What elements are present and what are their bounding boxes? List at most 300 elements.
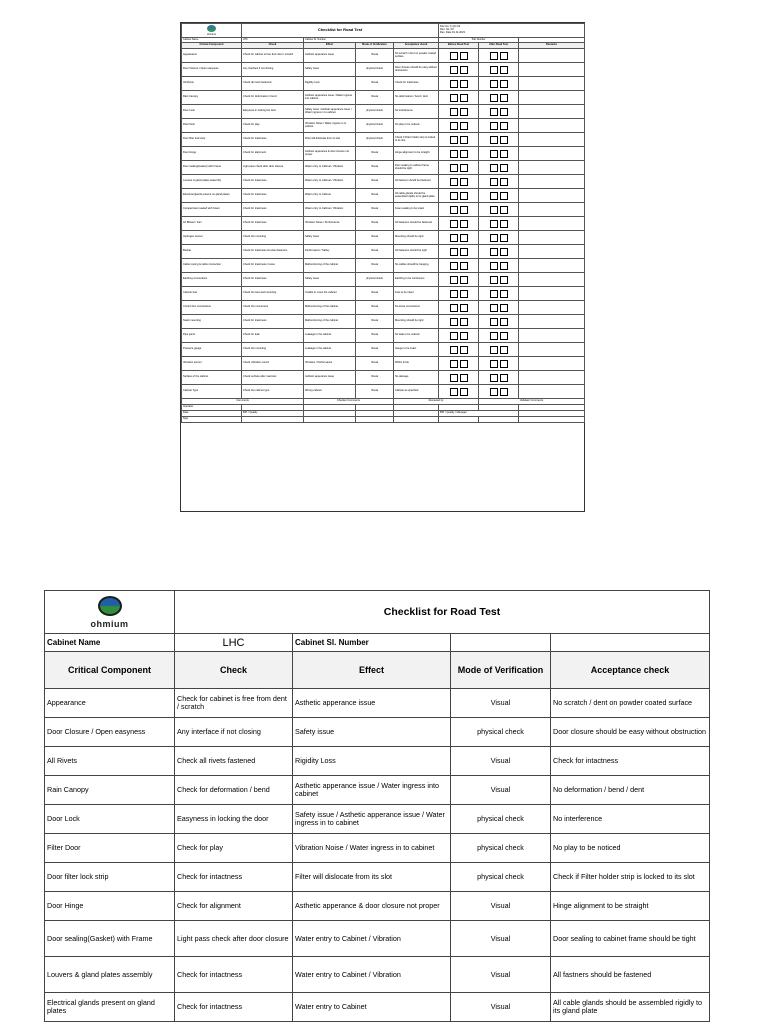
thumbnail-row-remarks[interactable]	[519, 77, 585, 91]
thumbnail-row-remarks[interactable]	[519, 147, 585, 161]
row-acceptance: No deformation / bend / dent	[551, 776, 710, 805]
thumbnail-row-check: Check all rivets fastened	[242, 77, 304, 91]
checkbox-after-road-test[interactable]	[490, 304, 498, 312]
thumbnail-row-acceptance: No play to be noticed	[394, 119, 439, 133]
thumbnail-row	[182, 385, 585, 399]
checkbox-before-road-test[interactable]	[460, 304, 468, 312]
checkbox-before-road-test[interactable]	[460, 192, 468, 200]
checkbox-after-road-test[interactable]	[490, 318, 498, 326]
checkbox-after-road-test[interactable]	[500, 262, 508, 270]
thumbnail-row-component: Pipe joints	[182, 329, 242, 343]
thumbnail-row-component: Pressure gauge	[182, 343, 242, 357]
thumbnail-cabinet-name-label: Cabinet Name	[182, 38, 242, 43]
thumbnail-row-mode: Visual	[356, 371, 394, 385]
thumbnail-row-remarks[interactable]	[519, 315, 585, 329]
thumbnail-after-checkboxes	[479, 301, 519, 315]
thumbnail-row-mode: Visual	[356, 49, 394, 63]
row-check: Easyness in locking the door	[175, 805, 293, 834]
row-acceptance: All fastners should be fastened	[551, 957, 710, 993]
thumbnail-row-effect: Water entry to Cabinet / Vibration	[304, 175, 356, 189]
checkbox-after-road-test[interactable]	[500, 178, 508, 186]
thumbnail-row-effect: Malfunctioning of the cabinet	[304, 259, 356, 273]
thumbnail-row-acceptance: Hinge alignment to be straight	[394, 147, 439, 161]
thumbnail-row-mode: Visual	[356, 189, 394, 203]
thumbnail-row-effect: Leakage in the cabinet	[304, 343, 356, 357]
thumbnail-row-mode: physical check	[356, 273, 394, 287]
row-effect: Asthetic apperance issue / Water ingress into cabinet	[293, 776, 451, 805]
checkbox-before-road-test[interactable]	[450, 136, 458, 144]
checkbox-before-road-test[interactable]	[450, 234, 458, 242]
checkbox-after-road-test[interactable]	[490, 220, 498, 228]
thumbnail-before-checkboxes	[439, 63, 479, 77]
thumbnail-row-effect: Wrong cabinet	[304, 385, 356, 399]
thumbnail-before-checkboxes	[439, 175, 479, 189]
thumbnail-after-checkboxes	[479, 91, 519, 105]
thumbnail-row	[182, 105, 585, 119]
checkbox-before-road-test[interactable]	[460, 290, 468, 298]
checkbox-before-road-test[interactable]	[450, 332, 458, 340]
checkbox-before-road-test[interactable]	[450, 178, 458, 186]
thumbnail-cabinet-sl-label: Cabinet Sl. Number	[304, 38, 439, 43]
thumbnail-after-checkboxes	[479, 105, 519, 119]
table-row	[45, 863, 710, 892]
thumbnail-row-effect: Safety issue / Asthetic apperance issue / Water ingress in to cabinet	[304, 105, 356, 119]
thumbnail-row-remarks[interactable]	[519, 273, 585, 287]
checkbox-before-road-test[interactable]	[460, 94, 468, 102]
thumbnail-row	[182, 231, 585, 245]
row-mode: Visual	[451, 957, 551, 993]
thumbnail-col-after: After Road Test	[479, 43, 519, 49]
checkbox-after-road-test[interactable]	[490, 66, 498, 74]
checkbox-before-road-test[interactable]	[450, 66, 458, 74]
row-effect: Filter will dislocate from its slot	[293, 863, 451, 892]
thumbnail-row-remarks[interactable]	[519, 105, 585, 119]
thumbnail-row-remarks[interactable]	[519, 175, 585, 189]
thumbnail-col-effect: Effect	[304, 43, 356, 49]
checkbox-after-road-test[interactable]	[490, 374, 498, 382]
checklist-rows	[45, 689, 710, 1022]
thumbnail-col-acceptance: Acceptance check	[394, 43, 439, 49]
checkbox-before-road-test[interactable]	[460, 248, 468, 256]
thumbnail-row-component: Appearance	[182, 49, 242, 63]
table-row	[45, 957, 710, 993]
thumbnail-row	[182, 343, 585, 357]
thumbnail-footer-comments: Comments	[182, 399, 304, 405]
thumbnail-row-effect: Malfunctioning of the cabinet	[304, 301, 356, 315]
checkbox-after-road-test[interactable]	[500, 388, 508, 396]
thumbnail-row-remarks[interactable]	[519, 287, 585, 301]
thumbnail-before-checkboxes	[439, 231, 479, 245]
thumbnail-row	[182, 133, 585, 147]
checkbox-before-road-test[interactable]	[460, 164, 468, 172]
thumbnail-footer-sign: Sign	[182, 417, 242, 423]
thumbnail-row-remarks[interactable]	[519, 245, 585, 259]
checkbox-after-road-test[interactable]	[490, 122, 498, 130]
thumbnail-after-checkboxes	[479, 231, 519, 245]
thumbnail-row-component: Door Closure / Open easyness	[182, 63, 242, 77]
checkbox-before-road-test[interactable]	[450, 318, 458, 326]
thumbnail-row-acceptance: Mounting should be rigid	[394, 231, 439, 245]
cabinet-sl-value[interactable]	[451, 634, 551, 652]
thumbnail-footer-checker: Checker Comments	[304, 399, 394, 405]
thumbnail-rows	[182, 49, 585, 399]
checkbox-before-road-test[interactable]	[460, 150, 468, 158]
thumbnail-row-mode: Visual	[356, 77, 394, 91]
checkbox-before-road-test[interactable]	[460, 318, 468, 326]
thumbnail-col-remarks: Remarks	[519, 43, 585, 49]
thumbnail-row-effect: Asthetic apperance issue	[304, 371, 356, 385]
thumbnail-row-acceptance: Mounting should be rigid	[394, 315, 439, 329]
checkbox-after-road-test[interactable]	[500, 150, 508, 158]
thumbnail-row-component: Door Lock	[182, 105, 242, 119]
thumbnail-row-remarks[interactable]	[519, 357, 585, 371]
table-row	[45, 834, 710, 863]
thumbnail-before-checkboxes	[439, 49, 479, 63]
checkbox-before-road-test[interactable]	[460, 52, 468, 60]
thumbnail-row-remarks[interactable]	[519, 371, 585, 385]
thumbnail-row	[182, 217, 585, 231]
thumbnail-before-checkboxes	[439, 343, 479, 357]
thumbnail-row-acceptance: No leak to be noticed	[394, 329, 439, 343]
thumbnail-row-remarks[interactable]	[519, 385, 585, 399]
thumbnail-row-remarks[interactable]	[519, 189, 585, 203]
checkbox-after-road-test[interactable]	[490, 52, 498, 60]
thumbnail-row-check: Check for alignment	[242, 147, 304, 161]
checkbox-after-road-test[interactable]	[490, 290, 498, 298]
checkbox-before-road-test[interactable]	[460, 66, 468, 74]
checkbox-before-road-test[interactable]	[450, 108, 458, 116]
checkbox-before-road-test[interactable]	[460, 108, 468, 116]
thumbnail-row-effect: Rigidity Loss	[304, 77, 356, 91]
checkbox-after-road-test[interactable]	[500, 220, 508, 228]
thumbnail-row-check: Check the feet and mounting	[242, 287, 304, 301]
checkbox-before-road-test[interactable]	[450, 122, 458, 130]
checkbox-before-road-test[interactable]	[450, 192, 458, 200]
checkbox-after-road-test[interactable]	[500, 248, 508, 256]
thumbnail-before-checkboxes	[439, 203, 479, 217]
col-critical-component: Critical Component	[45, 652, 175, 689]
thumbnail-footer-date: Date	[182, 411, 242, 417]
checkbox-before-road-test[interactable]	[450, 388, 458, 396]
thumbnail-before-checkboxes	[439, 329, 479, 343]
thumbnail-row-check: Check for play	[242, 119, 304, 133]
thumbnail-row-effect: Water entry to Cabinet	[304, 189, 356, 203]
row-component: All Rivets	[45, 747, 175, 776]
checkbox-before-road-test[interactable]	[450, 220, 458, 228]
checkbox-after-road-test[interactable]	[490, 136, 498, 144]
thumbnail-row-effect: Performance / Safety	[304, 245, 356, 259]
thumbnail-row-mode: Visual	[356, 315, 394, 329]
checkbox-before-road-test[interactable]	[460, 220, 468, 228]
thumbnail-row-effect: Safety issue	[304, 231, 356, 245]
checkbox-after-road-test[interactable]	[490, 164, 498, 172]
checkbox-after-road-test[interactable]	[500, 80, 508, 88]
checkbox-before-road-test[interactable]	[450, 290, 458, 298]
row-effect: Vibration Noise / Water ingress in to cabinet	[293, 834, 451, 863]
row-mode: Visual	[451, 921, 551, 957]
row-acceptance: All cable glands should be assembled rigidly to its gland plate	[551, 993, 710, 1022]
thumbnail-row-check: Check for intactness	[242, 175, 304, 189]
checkbox-before-road-test[interactable]	[460, 178, 468, 186]
checkbox-before-road-test[interactable]	[460, 136, 468, 144]
thumbnail-row-effect: Vibration / Performance	[304, 357, 356, 371]
thumbnail-logo: ohmium	[182, 24, 242, 38]
thumbnail-row-effect: Vibration Noise / Performance	[304, 217, 356, 231]
checkbox-before-road-test[interactable]	[450, 150, 458, 158]
table-row	[45, 747, 710, 776]
checkbox-after-road-test[interactable]	[490, 248, 498, 256]
cabinet-name-value: LHC	[175, 634, 293, 652]
checkbox-before-road-test[interactable]	[450, 304, 458, 312]
checkbox-before-road-test[interactable]	[450, 94, 458, 102]
thumbnail-row-component: Air Blower / Fan	[182, 217, 242, 231]
thumbnail-row-check: Check surface after road test	[242, 371, 304, 385]
thumbnail-row-acceptance: Within limits	[394, 357, 439, 371]
checkbox-before-road-test[interactable]	[460, 206, 468, 214]
thumbnail-row-mode: Visual	[356, 217, 394, 231]
row-effect: Rigidity Loss	[293, 747, 451, 776]
checkbox-after-road-test[interactable]	[490, 80, 498, 88]
checkbox-before-road-test[interactable]	[450, 360, 458, 368]
thumbnail-before-checkboxes	[439, 77, 479, 91]
checkbox-after-road-test[interactable]	[500, 206, 508, 214]
checkbox-before-road-test[interactable]	[460, 276, 468, 284]
checkbox-after-road-test[interactable]	[490, 206, 498, 214]
checkbox-after-road-test[interactable]	[500, 374, 508, 382]
page-title: Checklist for Road Test	[175, 591, 710, 634]
checkbox-after-road-test[interactable]	[490, 262, 498, 270]
thumbnail-row-mode: physical check	[356, 63, 394, 77]
thumbnail-before-checkboxes	[439, 385, 479, 399]
thumbnail-before-checkboxes	[439, 119, 479, 133]
thumbnail-before-checkboxes	[439, 91, 479, 105]
row-mode: Visual	[451, 689, 551, 718]
thumbnail-row-acceptance: Foam sealing to be intact	[394, 203, 439, 217]
checkbox-before-road-test[interactable]	[460, 346, 468, 354]
thumbnail-row-check: Check for intactness	[242, 217, 304, 231]
thumbnail-row-check: Easyness in locking the door	[242, 105, 304, 119]
checkbox-after-road-test[interactable]	[500, 94, 508, 102]
thumbnail-after-checkboxes	[479, 63, 519, 77]
row-component: Door Hinge	[45, 892, 175, 921]
thumbnail-row-acceptance: No scratch / dent on powder coated surface	[394, 49, 439, 63]
thumbnail-after-checkboxes	[479, 119, 519, 133]
checkbox-after-road-test[interactable]	[500, 108, 508, 116]
thumbnail-row-component: Rain Canopy	[182, 91, 242, 105]
row-component: Door sealing(Gasket) with Frame	[45, 921, 175, 957]
row-check: Check for cabinet is free from dent / scratch	[175, 689, 293, 718]
thumbnail-row-remarks[interactable]	[519, 203, 585, 217]
checkbox-before-road-test[interactable]	[450, 164, 458, 172]
thumbnail-row-check: Check for intactness	[242, 189, 304, 203]
checkbox-after-road-test[interactable]	[500, 52, 508, 60]
checkbox-after-road-test[interactable]	[500, 276, 508, 284]
thumbnail-row-effect: Safety issue	[304, 273, 356, 287]
thumbnail-row-component: Earthing connections	[182, 273, 242, 287]
thumbnail-row-mode: Visual	[356, 175, 394, 189]
thumbnail-after-checkboxes	[479, 371, 519, 385]
thumbnail-row-remarks[interactable]	[519, 161, 585, 175]
thumbnail-col-before: Before Road Test	[439, 43, 479, 49]
thumbnail-title: Checklist for Road Test	[242, 24, 439, 38]
checkbox-after-road-test[interactable]	[500, 122, 508, 130]
checkbox-after-road-test[interactable]	[490, 108, 498, 116]
row-acceptance: Check if Filter holder strip is locked to its slot	[551, 863, 710, 892]
checkbox-after-road-test[interactable]	[500, 332, 508, 340]
row-effect: Asthetic apperance issue	[293, 689, 451, 718]
checkbox-after-road-test[interactable]	[500, 192, 508, 200]
thumbnail-row-remarks[interactable]	[519, 91, 585, 105]
thumbnail-row-acceptance: Earthing to be continuous	[394, 273, 439, 287]
checkbox-before-road-test[interactable]	[460, 80, 468, 88]
thumbnail-footer-qa: BPI / Quality	[242, 411, 304, 417]
checkbox-before-road-test[interactable]	[450, 248, 458, 256]
checkbox-after-road-test[interactable]	[500, 318, 508, 326]
table-row	[45, 718, 710, 747]
thumbnail-row	[182, 287, 585, 301]
row-component: Louvers & gland plates assembly	[45, 957, 175, 993]
thumbnail-after-checkboxes	[479, 161, 519, 175]
checkbox-before-road-test[interactable]	[450, 374, 458, 382]
checkbox-after-road-test[interactable]	[490, 360, 498, 368]
checkbox-after-road-test[interactable]	[490, 234, 498, 242]
checklist-table	[44, 590, 710, 1022]
thumbnail-after-checkboxes	[479, 189, 519, 203]
row-acceptance: Door sealing to cabinet frame should be tight	[551, 921, 710, 957]
thumbnail-row-remarks[interactable]	[519, 231, 585, 245]
thumbnail-cabinet-name-value: LHC	[242, 38, 304, 43]
checkbox-before-road-test[interactable]	[450, 206, 458, 214]
thumbnail-before-checkboxes	[439, 161, 479, 175]
checkbox-after-road-test[interactable]	[490, 94, 498, 102]
thumbnail-row-component: Busbar	[182, 245, 242, 259]
checkbox-after-road-test[interactable]	[500, 304, 508, 312]
table-row	[45, 689, 710, 718]
thumbnail-col-component: Critical Component	[182, 43, 242, 49]
thumbnail-row-effect: Filter will dislocate from its slot	[304, 133, 356, 147]
thumbnail-col-check: Check	[242, 43, 304, 49]
thumbnail-row-remarks[interactable]	[519, 63, 585, 77]
thumbnail-row-remarks[interactable]	[519, 49, 585, 63]
table-row	[45, 892, 710, 921]
row-acceptance: No interference	[551, 805, 710, 834]
checkbox-after-road-test[interactable]	[500, 66, 508, 74]
thumbnail-row-acceptance: All cable glands should be assembled rigidly to its gland plate	[394, 189, 439, 203]
thumbnail-row-mode: Visual	[356, 91, 394, 105]
checkbox-after-road-test[interactable]	[500, 234, 508, 242]
thumbnail-row	[182, 329, 585, 343]
checkbox-before-road-test[interactable]	[460, 234, 468, 242]
zoomed-checklist	[44, 590, 709, 1022]
thumbnail-row-check: Check for intactness & loose fasteners	[242, 245, 304, 259]
thumbnail-row	[182, 189, 585, 203]
thumbnail-row-effect: Vibration Noise / Water ingress in to cabinet	[304, 119, 356, 133]
thumbnail-row-remarks[interactable]	[519, 343, 585, 357]
table-row	[45, 993, 710, 1022]
checkbox-after-road-test[interactable]	[490, 332, 498, 340]
thumbnail-row	[182, 315, 585, 329]
thumbnail-row-acceptance: No deformation / bend / dent	[394, 91, 439, 105]
thumbnail-row-mode: physical check	[356, 133, 394, 147]
checkbox-before-road-test[interactable]	[450, 262, 458, 270]
thumbnail-row-component: Door Hinge	[182, 147, 242, 161]
row-component: Appearance	[45, 689, 175, 718]
checkbox-after-road-test[interactable]	[500, 290, 508, 298]
thumbnail-row-check: Check for intactness	[242, 273, 304, 287]
thumbnail-row-remarks[interactable]	[519, 329, 585, 343]
thumbnail-row-mode: Visual	[356, 203, 394, 217]
thumbnail-row	[182, 175, 585, 189]
checkbox-after-road-test[interactable]	[500, 346, 508, 354]
checkbox-after-road-test[interactable]	[490, 192, 498, 200]
checkbox-after-road-test[interactable]	[490, 388, 498, 396]
checkbox-after-road-test[interactable]	[490, 150, 498, 158]
row-mode: physical check	[451, 834, 551, 863]
thumbnail-row-acceptance: Cabinet as specified	[394, 385, 439, 399]
checkbox-before-road-test[interactable]	[460, 262, 468, 270]
thumbnail-row-acceptance: Gauge to be intact	[394, 343, 439, 357]
row-acceptance: Hinge alignment to be straight	[551, 892, 710, 921]
row-mode: physical check	[451, 718, 551, 747]
checkbox-before-road-test[interactable]	[450, 52, 458, 60]
checkbox-before-road-test[interactable]	[460, 388, 468, 396]
checkbox-before-road-test[interactable]	[460, 332, 468, 340]
checkbox-after-road-test[interactable]	[500, 360, 508, 368]
thumbnail-row-acceptance: Check for intactness	[394, 77, 439, 91]
row-mode: Visual	[451, 747, 551, 776]
checkbox-before-road-test[interactable]	[450, 276, 458, 284]
thumbnail-before-checkboxes	[439, 245, 479, 259]
checkbox-before-road-test[interactable]	[460, 374, 468, 382]
checkbox-before-road-test[interactable]	[460, 122, 468, 130]
checkbox-after-road-test[interactable]	[500, 164, 508, 172]
thumbnail-row-acceptance: No cables should be hanging	[394, 259, 439, 273]
thumbnail-row-effect: Asthetic apperance issue	[304, 49, 356, 63]
thumbnail-row-remarks[interactable]	[519, 119, 585, 133]
row-effect: Water entry to Cabinet	[293, 993, 451, 1022]
row-check: Check for intactness	[175, 957, 293, 993]
thumbnail-after-checkboxes	[479, 287, 519, 301]
thumbnail-row-remarks[interactable]	[519, 301, 585, 315]
checkbox-after-road-test[interactable]	[490, 178, 498, 186]
row-component: Door Closure / Open easyness	[45, 718, 175, 747]
thumbnail-row-component: Hydrogen sensor	[182, 231, 242, 245]
thumbnail-row	[182, 301, 585, 315]
thumbnail-row-acceptance: No loose connections	[394, 301, 439, 315]
thumbnail-row-check: Check for intactness	[242, 203, 304, 217]
thumbnail-row-component: Door filter lock strip	[182, 133, 242, 147]
thumbnail-row-mode: Visual	[356, 245, 394, 259]
thumbnail-row-acceptance: Check if Filter holder strip is locked to its slot	[394, 133, 439, 147]
checkbox-after-road-test[interactable]	[490, 346, 498, 354]
thumbnail-after-checkboxes	[479, 203, 519, 217]
thumbnail-row-mode: Visual	[356, 161, 394, 175]
thumbnail-row-remarks[interactable]	[519, 133, 585, 147]
checkbox-before-road-test[interactable]	[460, 360, 468, 368]
thumbnail-row	[182, 371, 585, 385]
thumbnail-row-check: Check the cabinet type	[242, 385, 304, 399]
thumbnail-row-component: Cabinet feet	[182, 287, 242, 301]
checkbox-after-road-test[interactable]	[500, 136, 508, 144]
checkbox-before-road-test[interactable]	[450, 346, 458, 354]
thumbnail-row-remarks[interactable]	[519, 259, 585, 273]
checkbox-before-road-test[interactable]	[450, 80, 458, 88]
row-mode: physical check	[451, 863, 551, 892]
checkbox-after-road-test[interactable]	[490, 276, 498, 284]
thumbnail-row-remarks[interactable]	[519, 217, 585, 231]
table-row	[45, 805, 710, 834]
document-thumbnail	[180, 22, 585, 512]
